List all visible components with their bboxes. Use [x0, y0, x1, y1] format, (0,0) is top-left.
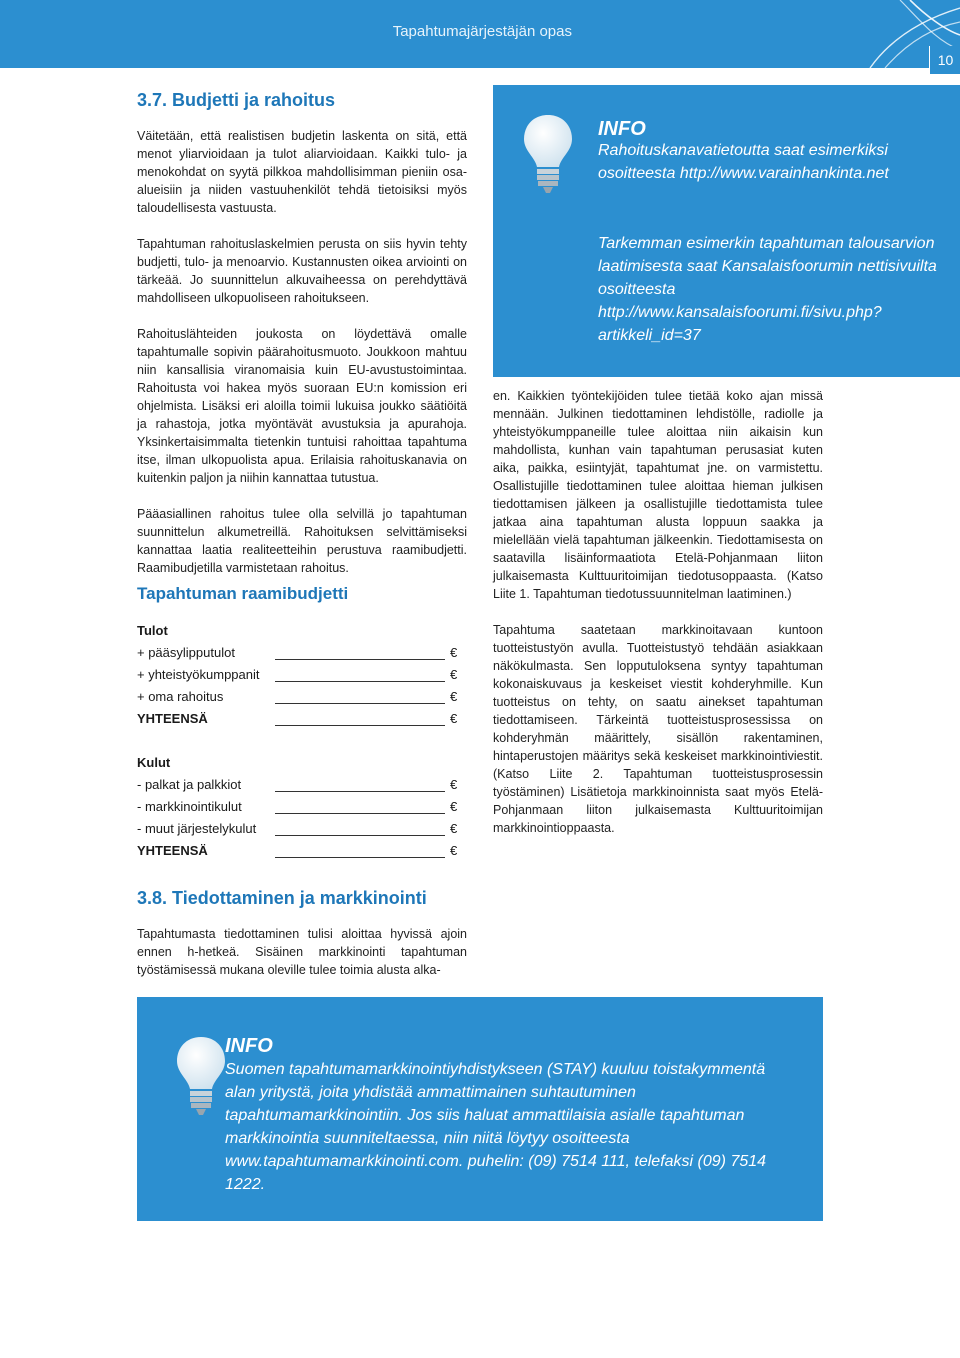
amount-line: [275, 681, 445, 682]
budget-row-label: + oma rahoitus: [137, 689, 224, 704]
budget-row-label: + yhteistyökumppanit: [137, 667, 260, 682]
amount-line: [275, 813, 445, 814]
info-box-financing: [493, 85, 960, 377]
total-label: YHTEENSÄ: [137, 711, 208, 726]
currency-label: €: [450, 645, 458, 660]
budget-row: [137, 799, 467, 819]
info-title: INFO: [598, 118, 646, 140]
amount-line: [275, 791, 445, 792]
expense-heading: [137, 755, 467, 775]
income-heading-label: Tulot: [137, 623, 168, 638]
budget-row-label: + pääsylipputulot: [137, 645, 235, 660]
total-label: YHTEENSÄ: [137, 843, 208, 858]
amount-line: [275, 857, 445, 858]
paragraph: en. Kaikkien työntekijöiden tulee tietää koko ajan missä mennään. Julkinen tiedottaminen lehdistölle, radiolle ja yhteistyökumppaneille tulee aloittaa niin aikaisin kun mahdollista, kunhan vain tapahtuman perusasiat kuten aika, paikka, esiintyjät, tapahtumat jne. on varmistettu. Osallistujille tiedottaminen tulee aloittaa hieman julkisen tiedottamisen jälkeen ja osallistujille tiedottamista tulee jatkaa aina tapahtuman alusta loppuun saakka ja mielellään vielä tapahtuman jälkeenkin. Tiedottamisesta on saatavilla lisäinformaatiota Etelä-Pohjanmaan liiton julkaisemasta Kulttuuritoimijan tiedotusoppaasta. (Katso Liite 1. Tapahtuman tiedotussuunnitelman laatiminen.): [493, 389, 823, 601]
budget-total-row: [137, 711, 467, 731]
amount-line: [275, 725, 445, 726]
amount-line: [275, 835, 445, 836]
header-bar: [0, 0, 960, 68]
info-text: Suomen tapahtumamarkkinointiyhdistykseen (STAY) kuuluu toistakymmentä alan yritystä, joita yhdistää ammattimainen suhtautuminen tapahtumamarkkinointiin. Jos siis haluat ammattilaisia asialle tapahtuman markkinointia suunniteltaessa, niin niitä löytyy osoitteesta www.tapahtumamarkkinointi.com. puhelin: (09) 7514 111, telefaksi (09) 7514 1222.: [225, 1061, 767, 1193]
section-heading-communication: 3.8. Tiedottaminen ja markkinointi: [137, 888, 427, 908]
currency-label: €: [450, 689, 458, 704]
currency-label: €: [450, 799, 458, 814]
budget-heading: Tapahtuman raamibudjetti: [137, 584, 349, 603]
budget-row: [137, 667, 467, 687]
paragraph: Tapahtumasta tiedottaminen tulisi aloittaa hyvissä ajoin ennen h-hetkeä. Sisäinen markkinointi tapahtuman työstämisessä mukana oleville tulee toimia alusta alka-: [137, 927, 467, 977]
paragraph: Rahoituslähteiden joukosta on löydettävä omalle tapahtumalle sopivin päärahoitusmuoto. Joukkoon mahtuu niin kansallisia viranomaisia kuin EU-avustustoimintaa. Rahoitusta voi hakea myös suoraan EU:n komission eri ohjelmista. Lisäksi eri aloilla toimii lukuisa joukko säätiöitä ja rahastoja, jotka myöntävät avustuksia ja apurahoja. Yksinkertaisimmalta tietenkin tuntuisi rahoittaa tapahtuma itse, ilman ulkopuolista apua. Erilaisia rahoituskanavia on kuitenkin paljon ja niihin kannattaa tutustua.: [137, 327, 467, 485]
light-bulb-icon: [174, 1035, 228, 1117]
info-text: Rahoituskanavatietoutta saat esimerkiksi osoitteesta http://www.varainhankinta.net: [598, 142, 889, 182]
page-number: 10: [929, 46, 960, 74]
section-body-budget: [137, 127, 467, 577]
income-heading: [137, 623, 467, 643]
budget-row: [137, 689, 467, 709]
budget-row: [137, 645, 467, 665]
budget-row-label: - muut järjestelykulut: [137, 821, 257, 836]
amount-line: [275, 659, 445, 660]
section-heading-budget: 3.7. Budjetti ja rahoitus: [137, 90, 336, 110]
currency-label: €: [450, 667, 458, 682]
budget-row-label: - markkinointikulut: [137, 799, 242, 814]
budget-row: [137, 821, 467, 841]
light-bulb-icon: [521, 113, 575, 195]
paragraph: Tapahtuman rahoituslaskelmien perusta on siis hyvin tehty budjetti, tulo- ja menoarvio. Kustannusten oikea arviointi on tärkeää. Jo suunnittelun alkuvaiheessa on perehdyttävä mahdolliseen ulkopuoliseen rahoitukseen.: [137, 237, 467, 305]
currency-label: €: [450, 821, 458, 836]
expense-heading-label: Kulut: [137, 755, 171, 770]
info-text: Tarkemman esimerkin tapahtuman talousarvion laatimisesta saat Kansalaisfoorumin nettisivuilta osoitteesta http://www.kansalaisfoorumi.fi/sivu.php?artikkeli_id=37: [598, 235, 937, 344]
paragraph: Pääasiallinen rahoitus tulee olla selvillä jo tapahtuman suunnittelun alkumetreillä. Rahoituksen selvittämiseksi kannattaa laatia realiteetteihin perustuva raamibudjetti. Raamibudjetilla varmistetaan rahoitus.: [137, 507, 467, 575]
currency-label: €: [450, 777, 458, 792]
currency-label: €: [450, 843, 458, 858]
section-body-communication: [493, 387, 823, 837]
paragraph: Väitetään, että realistisen budjetin laskenta on sitä, että menot yliarvioidaan ja tulot aliarvioidaan. Kaikki tulo- ja menokohdat on syytä pilkkoa mahdollisimman pieniin osa-alueisiin ja niiden vastuuhenkilöt tehdä tietoisiksi myös taloudellisesta vastuusta.: [137, 129, 467, 215]
paragraph: Tapahtuma saatetaan markkinoitavaan kuntoon tuotteistustyön avulla. Tuotteistustyö tehdään asiakkaan näkökulmasta. Sen lopputuloksena syntyy tapahtuman kokonaiskuvaus ja keskeiset viestit kohderyhmille. Kun tuotteistus on tehty, on saatu ainekset tapahtuman tiedottamiseen. Tärkeintä tuotteistusprosessissa on kohderyhmän määrittely, sisällön rakentaminen, hintaperustojen määritys sekä keskeiset markkinointiviestit. (Katso Liite 2. Tapahtuman tuotteistusprosessin työstäminen) Lisätietoja markkinoinnista saat myös Etelä-Pohjanmaan liiton julkaisemasta Kulttuuritoimijan markkinointioppaasta.: [493, 623, 823, 835]
section-body-communication-start: [137, 925, 467, 979]
budget-row: [137, 777, 467, 797]
currency-label: €: [450, 711, 458, 726]
budget-row-label: - palkat ja palkkiot: [137, 777, 242, 792]
info-box-stay: [137, 997, 823, 1221]
guide-title: Tapahtumajärjestäjän opas: [392, 23, 572, 40]
info-title: INFO: [225, 1035, 273, 1057]
amount-line: [275, 703, 445, 704]
budget-total-row: [137, 843, 467, 863]
